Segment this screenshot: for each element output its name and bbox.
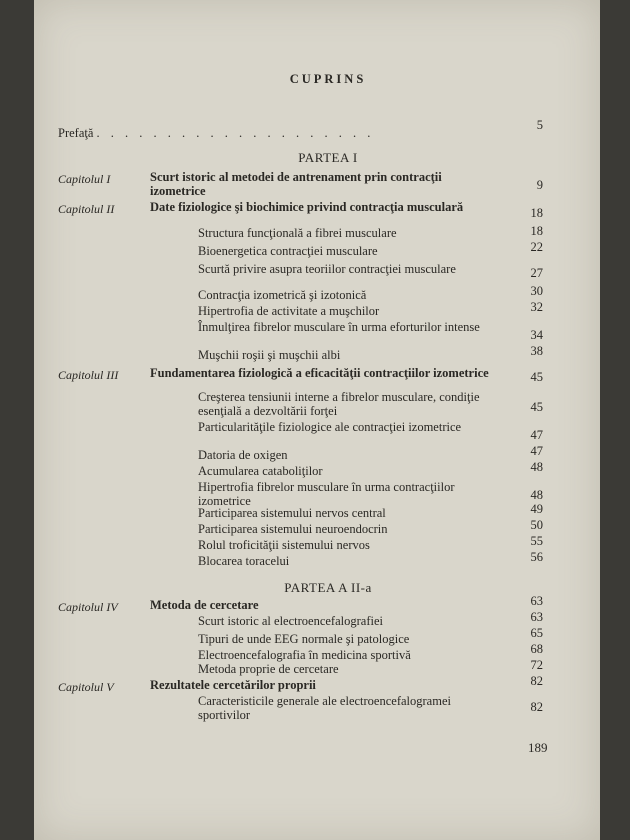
- chapter-label-3: Capitolul III: [58, 368, 119, 382]
- preface-page: 5: [536, 118, 543, 132]
- chapter-page-2: 18: [530, 206, 543, 220]
- section-page: 63: [530, 610, 543, 624]
- section-page: 48: [530, 460, 543, 474]
- leader-dots: . . . . . . . . . . . . . . . . . . . .: [96, 126, 375, 140]
- section-page: 72: [530, 658, 543, 672]
- section-page: 82: [530, 700, 543, 714]
- section-page: 47: [530, 444, 543, 458]
- section-page: 48: [530, 488, 543, 502]
- section-page: 65: [530, 626, 543, 640]
- section-title: Scurtă privire asupra teoriilor contracţiei musculare: [198, 262, 456, 276]
- section-title: Contracţia izometrică şi izotonică: [198, 288, 367, 302]
- section-title: Electroencefalografia în medicina sportivă: [198, 648, 411, 662]
- section-title: Rolul troficităţii sistemului nervos: [198, 538, 370, 552]
- section-page: 32: [530, 300, 543, 314]
- chapter-page-3: 45: [530, 370, 543, 384]
- chapter-label-2: Capitolul II: [58, 202, 115, 216]
- section-title: Datoria de oxigen: [198, 448, 288, 462]
- section-page: 34: [530, 328, 543, 342]
- toc-title: CUPRINS: [289, 72, 367, 86]
- preface-entry: [58, 126, 374, 141]
- section-title: Tipuri de unde EEG normale şi patologice: [198, 632, 410, 646]
- section-page: 27: [530, 266, 543, 280]
- page-number: 189: [528, 740, 548, 755]
- section-page: 50: [530, 518, 543, 532]
- chapter-title-1: Scurt istoric al metodei de antrenament prin contracţii izometrice: [150, 170, 442, 198]
- chapter-page-4: 63: [530, 594, 543, 608]
- chapter-title-4: Metoda de cercetare: [150, 598, 259, 612]
- section-title: Creşterea tensiunii interne a fibrelor musculare, condiţie esenţială a dezvoltării forţei: [198, 390, 480, 418]
- section-title: Hipertrofia fibrelor musculare în urma contracţiilor izometrice: [198, 480, 455, 508]
- chapter-label-1: Capitolul I: [58, 172, 111, 186]
- section-page: 49: [530, 502, 543, 516]
- section-title: Muşchii roşii şi muşchii albi: [198, 348, 341, 362]
- section-page: 56: [530, 550, 543, 564]
- section-page: 22: [530, 240, 543, 254]
- chapter-title-3: Fundamentarea fiziologică a eficacităţii contracţiilor izometrice: [150, 366, 489, 380]
- section-page: 38: [530, 344, 543, 358]
- section-title: Structura funcţională a fibrei musculare: [198, 226, 397, 240]
- section-page: 45: [530, 400, 543, 414]
- chapter-page-1: 9: [536, 178, 543, 192]
- section-title: Hipertrofia de activitate a muşchilor: [198, 304, 380, 318]
- chapter-page-5: 82: [530, 674, 543, 688]
- section-page: 30: [530, 284, 543, 298]
- chapter-title-5: Rezultatele cercetărilor proprii: [150, 678, 316, 692]
- section-title: Bioenergetica contracţiei musculare: [198, 244, 378, 258]
- section-title: Acumularea cataboliţilor: [198, 464, 323, 478]
- section-page: 18: [530, 224, 543, 238]
- book-page: [34, 0, 600, 840]
- section-title: Metoda proprie de cercetare: [198, 662, 339, 676]
- section-title: Caracteristicile generale ale electroencefalogramei sportivilor: [198, 694, 451, 722]
- section-title: Blocarea toracelui: [198, 554, 290, 568]
- preface-label: Prefaţă: [58, 126, 94, 140]
- section-page: 68: [530, 642, 543, 656]
- part-heading-2: PARTEA A II-a: [284, 580, 372, 595]
- section-title: Scurt istoric al electroencefalografiei: [198, 614, 383, 628]
- section-title: Participarea sistemului neuroendocrin: [198, 522, 388, 536]
- chapter-title-2: Date fiziologice şi biochimice privind contracţia musculară: [150, 200, 464, 214]
- section-page: 47: [530, 428, 543, 442]
- chapter-label-4: Capitolul IV: [58, 600, 118, 614]
- part-heading-1: PARTEA I: [298, 150, 358, 165]
- section-title: Înmulţirea fibrelor musculare în urma eforturilor intense: [198, 320, 480, 334]
- section-title: Particularităţile fiziologice ale contracţiei izometrice: [198, 420, 462, 434]
- section-title: Participarea sistemului nervos central: [198, 506, 386, 520]
- section-page: 55: [530, 534, 543, 548]
- chapter-label-5: Capitolul V: [58, 680, 114, 694]
